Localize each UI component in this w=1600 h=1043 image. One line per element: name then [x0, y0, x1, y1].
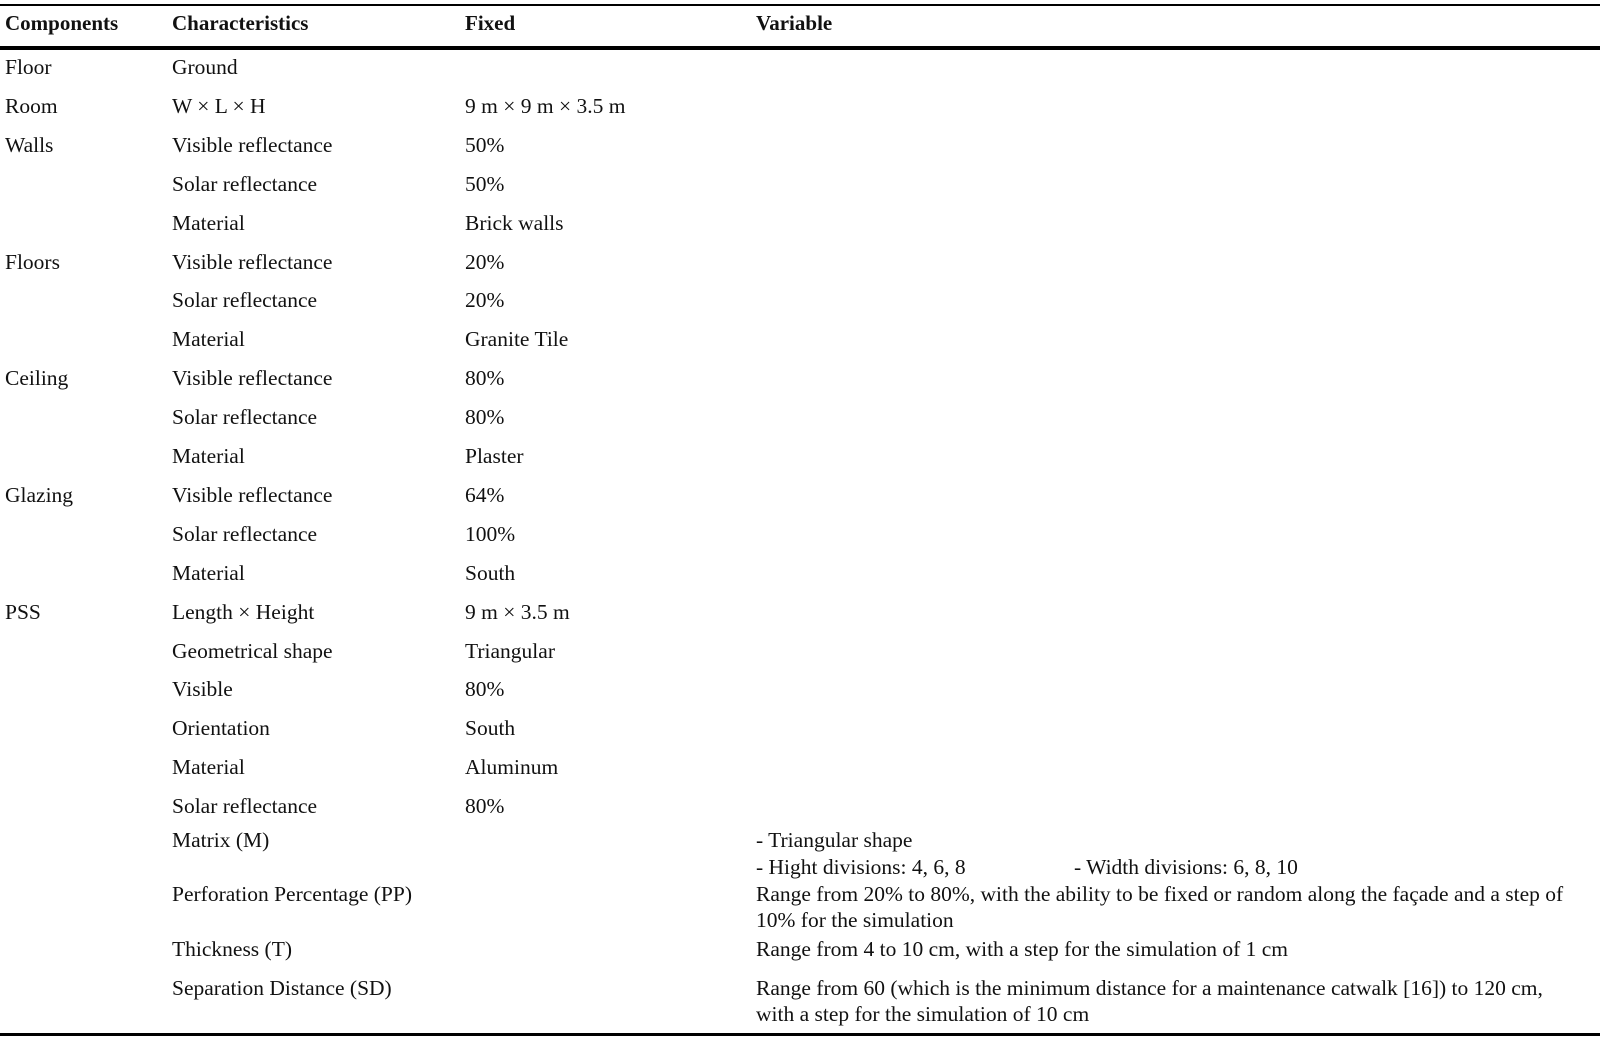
cell-fixed: Plaster — [465, 444, 524, 468]
cell-fixed: 50% — [465, 172, 505, 196]
cell-fixed: South — [465, 561, 516, 585]
cell-variable-matrix-line1: - Triangular shape — [756, 828, 913, 852]
cell-component: Glazing — [5, 483, 74, 507]
cell-characteristic-thickness: Thickness (T) — [172, 937, 293, 961]
hight-divisions: - Hight divisions: 4, 6, 8 — [756, 855, 966, 879]
cell-characteristic: Ground — [172, 55, 238, 79]
cell-characteristic-perforation: Perforation Percentage (PP) — [172, 882, 413, 906]
cell-component: Walls — [5, 133, 54, 157]
cell-characteristic: Material — [172, 327, 245, 351]
cell-characteristic: Solar reflectance — [172, 405, 318, 429]
cell-component: PSS — [5, 600, 41, 624]
cell-fixed: 80% — [465, 405, 505, 429]
cell-fixed: 9 m × 3.5 m — [465, 600, 570, 624]
cell-variable-matrix-line2 — [756, 854, 1298, 880]
cell-fixed: 80% — [465, 366, 505, 390]
cell-component: Ceiling — [5, 366, 69, 390]
cell-characteristic: Visible reflectance — [172, 250, 333, 274]
cell-characteristic: Visible reflectance — [172, 366, 333, 390]
cell-fixed: 80% — [465, 677, 505, 701]
cell-characteristic: Visible — [172, 677, 233, 701]
cell-fixed: South — [465, 716, 516, 740]
cell-characteristic: Geometrical shape — [172, 639, 333, 663]
cell-characteristic-matrix: Matrix (M) — [172, 828, 270, 852]
header-components: Components — [5, 11, 119, 35]
cell-fixed: 80% — [465, 794, 505, 818]
cell-characteristic: Solar reflectance — [172, 288, 318, 312]
table-top-rule — [0, 4, 1600, 6]
cell-component: Floors — [5, 250, 60, 274]
cell-fixed: 20% — [465, 250, 505, 274]
cell-characteristic: Material — [172, 755, 245, 779]
cell-characteristic: Solar reflectance — [172, 522, 318, 546]
cell-fixed: 9 m × 9 m × 3.5 m — [465, 94, 626, 118]
cell-fixed: Aluminum — [465, 755, 559, 779]
header-fixed: Fixed — [465, 11, 516, 35]
cell-characteristic-separation: Separation Distance (SD) — [172, 976, 392, 1000]
cell-fixed: 64% — [465, 483, 505, 507]
cell-characteristic: W × L × H — [172, 94, 266, 118]
cell-characteristic: Solar reflectance — [172, 794, 318, 818]
cell-variable-separation: Range from 60 (which is the minimum distance for a maintenance catwalk [16]) to 120 cm, with a step for the simulation of 10 cm — [756, 976, 1543, 1026]
cell-fixed: 100% — [465, 522, 516, 546]
cell-component: Floor — [5, 55, 52, 79]
header-variable: Variable — [756, 11, 833, 35]
table-bottom-rule — [0, 1033, 1600, 1036]
cell-characteristic: Visible reflectance — [172, 133, 333, 157]
cell-characteristic: Length × Height — [172, 600, 315, 624]
cell-characteristic: Visible reflectance — [172, 483, 333, 507]
cell-component: Room — [5, 94, 58, 118]
cell-characteristic: Orientation — [172, 716, 270, 740]
header-characteristics: Characteristics — [172, 11, 309, 35]
cell-characteristic: Material — [172, 211, 245, 235]
cell-fixed: Brick walls — [465, 211, 564, 235]
cell-fixed: Triangular — [465, 639, 555, 663]
cell-variable-perforation: Range from 20% to 80%, with the ability to be fixed or random along the façade and a step of 10% for the simulation — [756, 882, 1564, 932]
width-divisions: - Width divisions: 6, 8, 10 — [1074, 855, 1298, 879]
cell-characteristic: Material — [172, 444, 245, 468]
table-header-rule — [0, 46, 1600, 50]
cell-fixed: Granite Tile — [465, 327, 569, 351]
cell-characteristic: Solar reflectance — [172, 172, 318, 196]
cell-variable-thickness: Range from 4 to 10 cm, with a step for the simulation of 1 cm — [756, 937, 1289, 961]
cell-fixed: 50% — [465, 133, 505, 157]
cell-fixed: 20% — [465, 288, 505, 312]
cell-characteristic: Material — [172, 561, 245, 585]
